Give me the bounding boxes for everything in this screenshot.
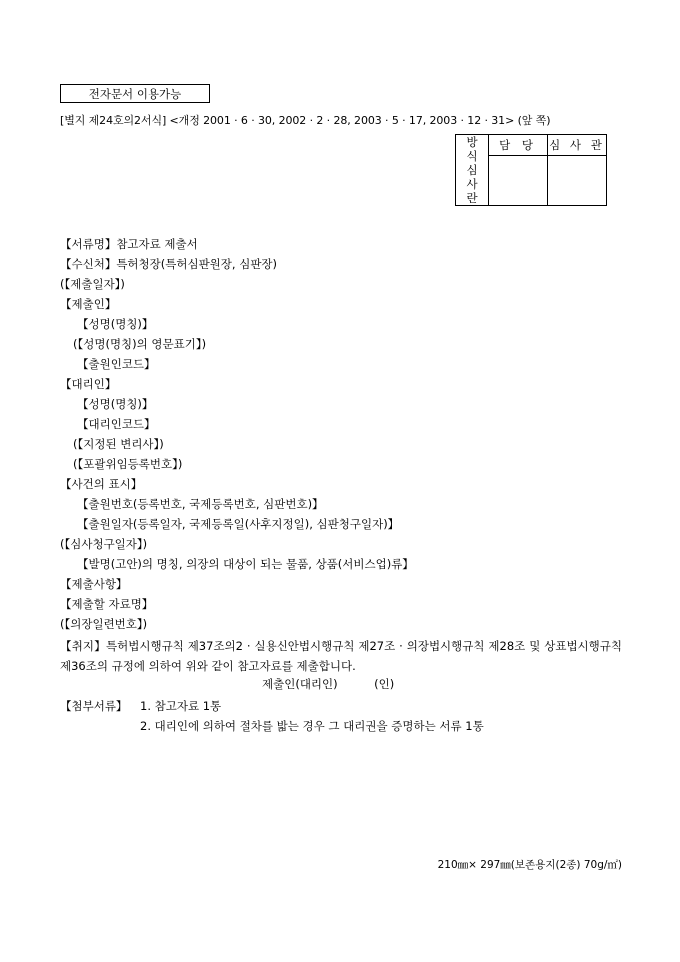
field-submitter: 【제출인】 <box>60 297 117 311</box>
field-recipient: 【수신처】특허청장(특허심판원장, 심판장) <box>60 257 278 271</box>
attachment-item-2: 2. 대리인에 의하여 절차를 밟는 경우 그 대리권을 증명하는 서류 1통 <box>140 719 484 733</box>
field-invention-title: 【발명(고안)의 명칭, 의장의 대상이 되는 물품, 상품(서비스업)류】 <box>77 557 414 571</box>
field-application-number: 【출원번호(등록번호, 국제등록번호, 심판번호)】 <box>77 497 324 511</box>
field-agent-code: 【대리인코드】 <box>77 417 156 431</box>
field-applicant-code: 【출원인코드】 <box>77 357 156 371</box>
signature-line: 제출인(대리인) (인) <box>262 677 395 691</box>
field-general-power-number: (【포괄위임등록번호】) <box>73 457 183 471</box>
field-application-date: 【출원일자(등록일자, 국제등록일(사후지정일), 심판청구일자)】 <box>77 517 400 531</box>
attachment-item-1: 1. 참고자료 1통 <box>140 699 222 713</box>
attachments-label: 【첨부서류】 <box>60 699 128 713</box>
field-document-name: 【서류명】참고자료 제출서 <box>60 237 198 251</box>
field-submission-items: 【제출사항】 <box>60 577 128 591</box>
approval-side-label: 방 식 심 사 란 <box>456 135 489 206</box>
field-materials-name: 【제출할 자료명】 <box>60 597 154 611</box>
approval-col-charge: 담 당 <box>489 135 548 156</box>
field-design-serial-number: (【의장일련번호】) <box>60 617 148 631</box>
purpose-statement: 【취지】특허법시행규칙 제37조의2 · 실용신안법시행규칙 제27조 · 의장법시행규칙 제28조 및 상표법시행규칙 제36조의 규정에 의하여 위와 같이 참고자료를 제출합니다. <box>60 639 622 673</box>
approval-examiner-signature <box>548 156 607 206</box>
field-agent: 【대리인】 <box>60 377 117 391</box>
field-case-indication: 【사건의 표시】 <box>60 477 143 491</box>
electronic-document-label: 전자문서 이용가능 <box>60 84 210 103</box>
approval-col-examiner: 심 사 관 <box>548 135 607 156</box>
field-designated-patent-attorney: (【지정된 변리사】) <box>73 437 164 451</box>
field-submission-date: (【제출일자】) <box>60 277 125 291</box>
approval-charge-signature <box>489 156 548 206</box>
field-submitter-english-name: (【성명(명칭)의 영문표기】) <box>73 337 207 351</box>
field-agent-name: 【성명(명칭)】 <box>77 397 154 411</box>
approval-box <box>455 134 607 206</box>
field-examination-request-date: (【심사청구일자】) <box>60 537 148 551</box>
form-reference: [별지 제24호의2서식] <개정 2001 · 6 · 30, 2002 · 2 · 28, 2003 · 5 · 17, 2003 · 12 · 31> (앞 쪽) <box>60 114 551 127</box>
field-submitter-name: 【성명(명칭)】 <box>77 317 154 331</box>
paper-spec-footer: 210㎜× 297㎜(보존용지(2종) 70g/㎡) <box>437 859 622 871</box>
